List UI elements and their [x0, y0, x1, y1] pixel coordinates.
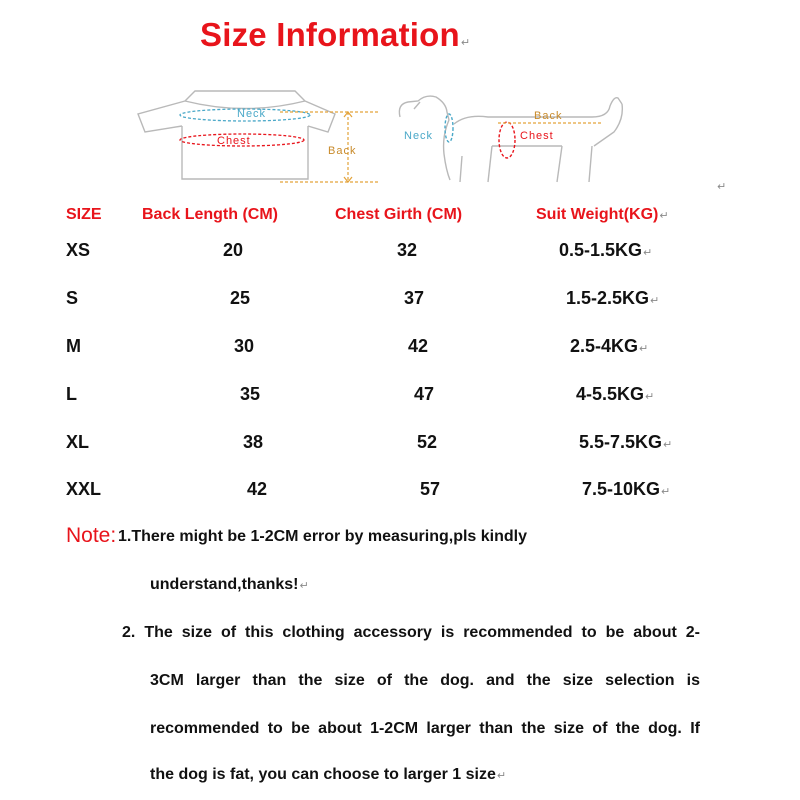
header-size: SIZE [66, 206, 102, 223]
row-s-weight: 1.5-2.5KG↵ [566, 288, 660, 308]
row-xxl-back: 42 [247, 479, 268, 499]
note-item-2-line-3: recommended to be about 1-2CM larger than the size of the dog. If [150, 720, 700, 737]
row-xs-back: 20 [223, 240, 244, 260]
row-xs-chest: 32 [397, 240, 418, 260]
note-item-1-line-2: understand,thanks!↵ [150, 576, 309, 593]
note-item-2-line-2: 3CM larger than the size of the dog. and the size selection is [150, 672, 700, 689]
dog-chest-label: Chest [520, 130, 554, 142]
row-xl-weight: 5.5-7.5KG↵ [579, 432, 673, 452]
dog-back-label: Back [534, 110, 563, 122]
row-s-back: 25 [230, 288, 251, 308]
row-xxl-size: XXL [66, 479, 102, 499]
return-mark: ↵ [717, 181, 727, 193]
row-m-weight: 2.5-4KG↵ [570, 336, 649, 356]
row-s-size: S [66, 288, 79, 308]
row-m-size: M [66, 336, 81, 356]
row-xl-size: XL [66, 432, 90, 452]
row-l-chest: 47 [414, 384, 435, 404]
row-xxl-chest: 57 [420, 479, 441, 499]
note-item-2-line-4: the dog is fat, you can choose to larger 1 size↵ [150, 766, 507, 783]
shirt-neck-label: Neck [237, 108, 267, 120]
row-l-weight: 4-5.5KG↵ [576, 384, 655, 404]
row-l-back: 35 [240, 384, 261, 404]
dog-neck-label: Neck [404, 130, 434, 142]
row-xl-chest: 52 [417, 432, 438, 452]
header-chest-girth: Chest Girth (CM) [335, 206, 463, 223]
row-m-back: 30 [234, 336, 255, 356]
shirt-size-diagram [130, 84, 390, 194]
row-xl-back: 38 [243, 432, 264, 452]
row-xs-size: XS [66, 240, 91, 260]
header-suit-weight: Suit Weight(KG)↵ [536, 206, 669, 223]
dog-size-diagram [392, 84, 652, 194]
note-item-1-line-1: 1.There might be 1-2CM error by measuring,pls kindly [118, 528, 527, 545]
note-item-2-line-1: 2. The size of this clothing accessory is recommended to be about 2- [122, 624, 700, 641]
row-s-chest: 37 [404, 288, 425, 308]
row-l-size: L [66, 384, 77, 404]
header-back-length: Back Length (CM) [142, 206, 278, 223]
shirt-chest-label: Chest [217, 135, 251, 147]
note-label: Note: [66, 524, 117, 547]
row-m-chest: 42 [408, 336, 429, 356]
shirt-back-label: Back [328, 145, 357, 157]
row-xxl-weight: 7.5-10KG↵ [582, 479, 671, 499]
dog-chest-measure-line [499, 122, 515, 158]
row-xs-weight: 0.5-1.5KG↵ [559, 240, 653, 260]
page-title: Size Information↵ [200, 16, 471, 53]
